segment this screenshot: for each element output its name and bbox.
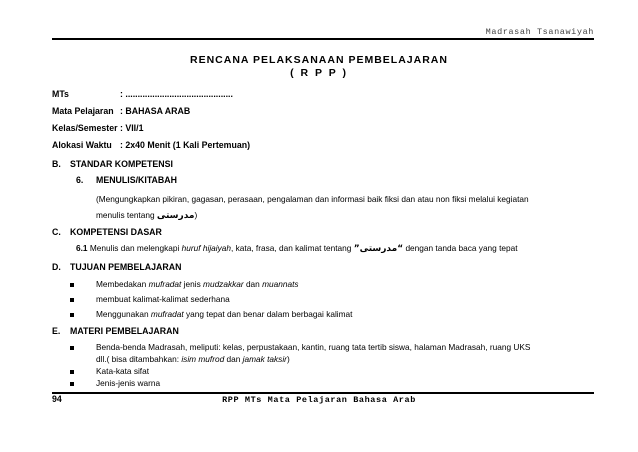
- section-c-title: KOMPETENSI DASAR: [70, 227, 162, 237]
- info-value: : BAHASA ARAB: [120, 106, 191, 116]
- section-d-letter: D.: [52, 262, 61, 272]
- text: mufradat: [150, 309, 184, 319]
- section-b-description: (Mengungkapkan pikiran, gagasan, perasaan, pengalaman dan informasi baik fiksi dan atau non fiksi melalui kegiatan: [96, 194, 529, 204]
- bullet-icon: [70, 346, 74, 350]
- list-item-continuation: [96, 354, 290, 364]
- arabic-text: “مدرستى”: [353, 244, 404, 254]
- section-c-num: 6.1: [76, 243, 88, 253]
- bullet-icon: [70, 382, 74, 386]
- section-b-letter: B.: [52, 159, 61, 169]
- text: ): [194, 210, 198, 220]
- text: huruf hijaiyah: [181, 243, 232, 253]
- header-rule: [52, 38, 594, 40]
- bullet-icon: [70, 283, 74, 287]
- text: dan: [226, 354, 241, 364]
- section-d-title: TUJUAN PEMBELAJARAN: [70, 262, 182, 272]
- text: jamak taksir: [242, 354, 287, 364]
- text: dengan tanda baca yang tepat: [405, 243, 518, 253]
- text: Menggunakan: [96, 309, 149, 319]
- text: Membedakan: [96, 279, 147, 289]
- list-item: membuat kalimat-kalimat sederhana: [96, 294, 230, 304]
- list-item: Kata-kata sifat: [96, 366, 150, 376]
- text: menulis tentang: [96, 210, 155, 220]
- list-item: Benda-benda Madrasah, meliputi: kelas, perpustakaan, kantin, ruang tata tertib siswa, halaman Madrasah, ruang UKS: [96, 342, 531, 352]
- section-b-num: 6.: [76, 175, 84, 185]
- section-e-letter: E.: [52, 326, 61, 336]
- section-b-description-2: [96, 210, 197, 221]
- text: ): [286, 354, 290, 364]
- document-subtitle: ( R P P ): [290, 67, 348, 79]
- text: yang tepat dan benar dalam berbagai kalimat: [185, 309, 353, 319]
- text: Menulis dan melengkapi: [89, 243, 180, 253]
- text: mufradat: [148, 279, 182, 289]
- info-label: Kelas/Semester: [52, 123, 118, 133]
- section-e-title: MATERI PEMBELAJARAN: [70, 326, 179, 336]
- list-item: Jenis-jenis warna: [96, 378, 161, 388]
- text: dan: [245, 279, 260, 289]
- arabic-text: مدرستى: [156, 211, 195, 221]
- bullet-icon: [70, 370, 74, 374]
- section-c-letter: C.: [52, 227, 61, 237]
- footer-text: RPP MTs Mata Pelajaran Bahasa Arab: [222, 395, 416, 405]
- document-title: RENCANA PELAKSANAAN PEMBELAJARAN: [190, 54, 448, 66]
- text: dll.( bisa ditambahkan:: [96, 354, 180, 364]
- list-item: [96, 279, 299, 289]
- info-value: : 2x40 Menit (1 Kali Pertemuan): [120, 140, 251, 150]
- list-item: [96, 309, 352, 319]
- text: mudzakkar: [203, 279, 244, 289]
- text: jenis: [183, 279, 201, 289]
- footer-rule: [52, 392, 594, 394]
- text: isim mufrod: [181, 354, 225, 364]
- text: muannats: [262, 279, 299, 289]
- info-label: Alokasi Waktu: [52, 140, 112, 150]
- info-label: MTs: [52, 89, 69, 99]
- header-text: Madrasah Tsanawiyah: [485, 27, 594, 37]
- info-value: : ............................................: [120, 89, 233, 99]
- info-value: : VII/1: [120, 123, 144, 133]
- page-number: 94: [52, 394, 62, 404]
- section-b-title: STANDAR KOMPETENSI: [70, 159, 173, 169]
- bullet-icon: [70, 298, 74, 302]
- text: , kata, frasa, dan kalimat tentang: [231, 243, 352, 253]
- bullet-icon: [70, 313, 74, 317]
- info-label: Mata Pelajaran: [52, 106, 114, 116]
- section-b-subtitle: MENULIS/KITABAH: [96, 175, 177, 185]
- section-c-content: [76, 243, 518, 254]
